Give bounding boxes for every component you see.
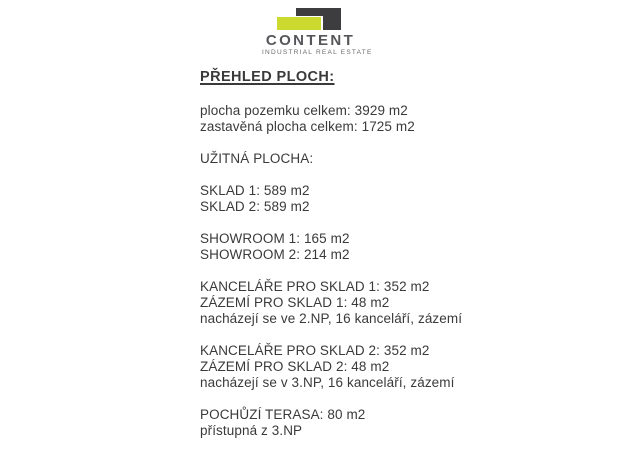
text-line: SKLAD 2: 589 m2	[200, 199, 310, 214]
text-line: ZÁZEMÍ PRO SKLAD 1: 48 m2	[200, 295, 390, 310]
text-line: SHOWROOM 2: 214 m2	[200, 247, 350, 262]
brand-tagline: INDUSTRIAL REAL ESTATE	[262, 49, 373, 56]
paragraph-usable-area-heading	[200, 151, 600, 167]
text-line: přístupná z 3.NP	[200, 423, 303, 438]
logo-accent-block	[277, 17, 321, 30]
paragraph-offices-warehouse-2	[200, 343, 600, 391]
text-line: ZÁZEMÍ PRO SKLAD 2: 48 m2	[200, 359, 390, 374]
building-blocks-icon	[262, 6, 359, 31]
text-line: KANCELÁŘE PRO SKLAD 2: 352 m2	[200, 343, 430, 358]
area-overview	[200, 69, 600, 455]
text-line: KANCELÁŘE PRO SKLAD 1: 352 m2	[200, 279, 430, 294]
paragraph-offices-warehouse-1	[200, 279, 600, 327]
text-line: SKLAD 1: 589 m2	[200, 183, 310, 198]
text-line: zastavěná plocha celkem: 1725 m2	[200, 119, 415, 134]
text-line: SHOWROOM 1: 165 m2	[200, 231, 350, 246]
text-line: plocha pozemku celkem: 3929 m2	[200, 103, 408, 118]
paragraph-warehouses	[200, 183, 600, 215]
text-line: nacházejí se ve 2.NP, 16 kanceláří, zázemí	[200, 311, 463, 326]
text-line: nacházejí se v 3.NP, 16 kanceláří, zázemí	[200, 375, 455, 390]
paragraph-terrace	[200, 407, 600, 439]
text-line: POCHŮZÍ TERASA: 80 m2	[200, 407, 366, 422]
logo-dark-column	[323, 8, 341, 30]
paragraph-showrooms	[200, 231, 600, 263]
page-title: PŘEHLED PLOCH:	[200, 69, 335, 85]
brand-logo	[262, 6, 373, 57]
brand-name: CONTENT	[265, 32, 356, 49]
text-line: UŽITNÁ PLOCHA:	[200, 151, 314, 166]
paragraph-site-totals	[200, 103, 600, 135]
